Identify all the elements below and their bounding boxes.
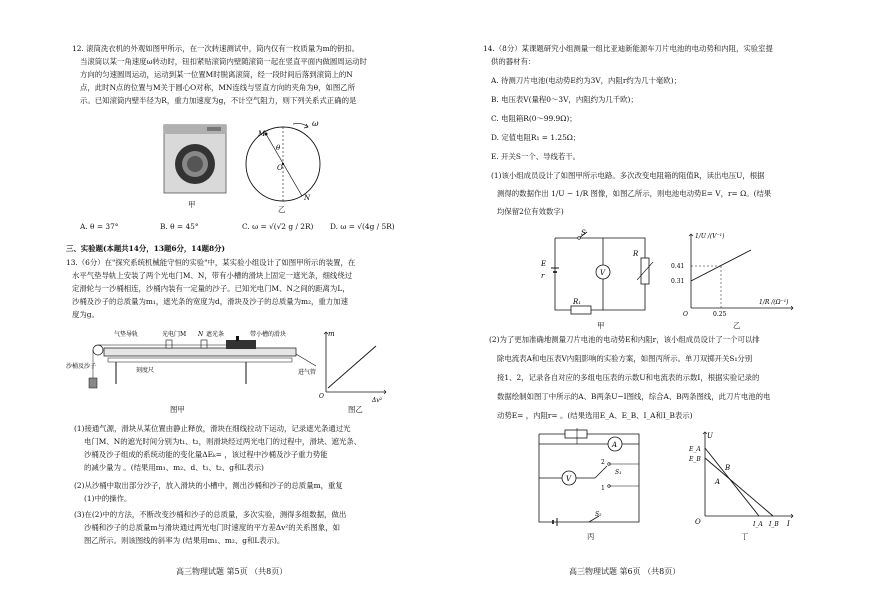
- q14-line-10: 均保留2位有效数字): [497, 207, 564, 216]
- q14-line-6: D. 定值电阻R₁ = 1.25Ω；: [491, 133, 581, 142]
- inverse-u-r-graph: [671, 228, 801, 318]
- q13-line-1: 13.（6分）在"探究系统机械能守恒的实验"中，某实验小组设计了如图甲所示的装置，在: [66, 258, 356, 267]
- circuit-r-label: r: [541, 272, 545, 280]
- fig-jia-label: 甲: [188, 200, 196, 209]
- label-shading: 遮光条: [206, 331, 225, 338]
- q14-line-4: B. 电压表V(量程0～3V，内阻约为几千欧)；: [491, 95, 638, 104]
- label-m: M: [258, 130, 266, 138]
- graph2-ib-label: I_B: [769, 521, 779, 528]
- q12-option-a: A. θ = 37°: [80, 222, 119, 231]
- u-i-graph: [685, 428, 797, 528]
- graph2-o-label: O: [695, 518, 701, 526]
- circuit-e-label: E: [541, 260, 547, 268]
- fig-14-yi-label: 乙: [733, 321, 741, 330]
- fig-13-jia-label: 图甲: [170, 405, 185, 414]
- q13-sub-line-8: 沙桶和沙子的总质量m与滑块通过两光电门时速度的平方差Δv²的关系图象，如: [84, 523, 340, 532]
- q12-line-3: 方向的匀速圆周运动，运动到某一位置M时脱离滚筒，经一段时间后落到滚筒上的N: [80, 70, 353, 79]
- q12-line-2: 当滚筒以某一角速度ω转动时，钮扣紧贴滚筒内壁随滚筒一起在竖直平面内做圆周运动时: [80, 57, 367, 66]
- label-intake: 进气管: [298, 369, 317, 376]
- label-n: N: [304, 194, 311, 202]
- axis-dv2-label: Δv²: [372, 397, 383, 402]
- ammeter-label: A: [612, 441, 618, 449]
- label-slider: 带小槽的滑块: [250, 331, 287, 338]
- q12-option-d: D. ω = √(4g / 5R): [330, 222, 395, 231]
- graph2-eb-label: E_B: [689, 456, 701, 463]
- label-theta: θ: [276, 144, 281, 152]
- graph2-line-b-label: B: [725, 464, 731, 472]
- section-3-heading: 三、实验题(本题共14分，13题6分，14题8分): [66, 244, 225, 253]
- right-footer: 高三物理试题 第6页 （共8页）: [569, 567, 681, 576]
- q12-line-4: 点，此时N点的位置与M关于圆心O对称，MN连线与竖直方向的夹角为θ，如图乙所: [80, 83, 356, 92]
- label-ruler: 刻度尺: [136, 367, 155, 374]
- q13-line-5: 度为g。: [72, 310, 99, 319]
- graph-x-label: 1/R /(Ω⁻¹): [759, 299, 789, 306]
- circuit-bing-diagram: [529, 428, 657, 528]
- fig-yi-label: 乙: [278, 205, 286, 214]
- q14-line-9: 测得的数据作出 1/U − 1/R 图像，如图乙所示，则电池电动势E= V，r= Ω。(结果: [497, 189, 772, 198]
- q12-option-b: B. θ = 45°: [160, 222, 199, 231]
- graph-origin-label: O: [683, 311, 688, 318]
- switch-pos-2: 2: [601, 459, 605, 466]
- q12-line-1: 12. 滚筒洗衣机的外观如图甲所示，在一次转速测试中，筒内仅有一枚质量为m的钥扣。: [72, 44, 360, 53]
- circuit-jia-diagram: [535, 228, 655, 318]
- right-page: [435, 0, 870, 614]
- tick-031: 0.31: [671, 278, 685, 285]
- label-gate: 光电门M: [162, 331, 187, 338]
- q12-option-c: C. ω = √(√2 g / 2R): [242, 222, 314, 231]
- graph2-line-a-label: A: [715, 478, 721, 486]
- left-footer: 高三物理试题 第5页 （共8页）: [176, 567, 288, 576]
- voltmeter-label: V: [566, 475, 572, 483]
- axis-m-label: m: [328, 330, 335, 338]
- q14-part2-line-2: 除电流表A和电压表V内阻影响的实验方案，如图丙所示。单刀双掷开关S₁分别: [497, 354, 753, 363]
- label-o: O: [277, 164, 283, 172]
- graph-y-label: 1/U /(V⁻¹): [695, 233, 725, 240]
- fig-14-jia-label: 甲: [597, 321, 605, 330]
- circuit-r1-label: R₁: [573, 298, 582, 306]
- q14-part2-line-4: 数据绘制如图丁中所示的A、B两条U−I图线，综合A、B两条图线，此刀片电池的电: [497, 392, 771, 401]
- q13-line-3: 定滑轮与一沙桶相连，沙桶内装有一定量的沙子。已知光电门M、N之间的距离为L，: [72, 284, 350, 293]
- tick-025: 0.25: [713, 311, 727, 318]
- q13-sub-line-9: 图乙所示。则该图线的斜率为 (结果用m₁、m₂、g和L表示)。: [84, 536, 285, 545]
- circuit-v-label: V: [600, 269, 606, 277]
- switch-s2-label: S₂: [595, 511, 602, 518]
- q14-line-2: 供的器材有：: [491, 57, 536, 66]
- label-omega: ω: [312, 119, 319, 128]
- switch-pos-1: 1: [601, 485, 605, 492]
- graph2-i-label: I: [787, 520, 790, 528]
- q14-part2-line-1: (2)为了更加准确地测量刀片电池的电动势E和内阻r，该小组成员设计了一个可以排: [489, 335, 760, 344]
- q13-line-2: 水平气垫导轨上安装了两个光电门M、N，带有小槽的滑块上固定一遮光条，细线绕过: [72, 271, 353, 280]
- q14-line-1: 14.（8分）某课题研究小组测量一组比亚迪新能源车刀片电池的电动势和内阻，实验室提: [483, 44, 773, 53]
- fig-ding-label: 丁: [741, 532, 749, 541]
- q14-part2-line-5: 动势E= ，内阻r= 。(结果选用E_A、E_B、I_A和I_B表示): [497, 411, 693, 420]
- m-dv2-graph: [316, 326, 390, 402]
- q14-part2-line-3: 接1、2，记录各自对应的多组电压表的示数U和电流表的示数I，根据实验记录的: [497, 373, 760, 382]
- fig-13-yi-label: 图乙: [348, 405, 363, 414]
- q13-sub-line-6: (1)中的操作。: [84, 494, 132, 503]
- q13-sub-line-4: 的减少量为 。(结果用m₁、m₂、d、t₁、t₂、g和L表示): [84, 463, 264, 472]
- drum-circle-diagram: [238, 118, 328, 204]
- graph2-ia-label: I_A: [753, 521, 763, 528]
- axis-origin-label: O: [319, 393, 324, 400]
- label-gate-n: N: [198, 331, 204, 338]
- graph2-u-label: U: [707, 432, 713, 440]
- q14-line-8: (1)该小组成员设计了如图甲所示电路。多次改变电阻箱的阻值R，读出电压U，根据: [491, 171, 765, 180]
- label-bucket: 沙桶及沙子: [66, 363, 97, 370]
- q14-line-7: E. 开关S一个、导线若干。: [491, 152, 581, 161]
- q12-line-5: 示。已知滚筒内壁半径为R，重力加速度为g，不计空气阻力，则下列关系式正确的是: [80, 96, 357, 105]
- tick-041: 0.41: [671, 263, 685, 270]
- q13-sub-line-2: 电门M、N的遮光时间分别为t₁、t₂，则滑块经过两光电门的过程中，滑块、遮光条、: [84, 437, 362, 446]
- q13-sub-line-5: (2)从沙桶中取出部分沙子，放入滑块的小槽中，测出沙桶和沙子的总质量m，重复: [74, 481, 343, 490]
- fig-bing-label: 丙: [587, 532, 595, 541]
- q13-sub-line-1: (1)接通气源，滑块从某位置由静止释放，滑块在细线拉动下运动，记录遮光条通过光: [74, 424, 351, 433]
- air-track-diagram: [66, 326, 326, 402]
- label-air-rail: 气垫导轨: [114, 331, 139, 338]
- switch-s1-label: S₁: [615, 469, 622, 476]
- q13-sub-line-7: (3)在(2)中的方法，不断改变沙桶和沙子的总质量，多次实验，测得多组数据，做出: [74, 510, 347, 519]
- washing-machine-image: [163, 124, 227, 194]
- q14-line-5: C. 电阻箱R(0～99.9Ω)；: [491, 114, 577, 123]
- q13-sub-line-3: 沙桶及沙子组成的系统动能的变化量ΔEₖ= ，该过程中沙桶及沙子重力势能: [84, 450, 328, 459]
- q13-line-4: 沙桶及沙子的总质量为m₁，遮光条的宽度为d，滑块及沙子的总质量为m₂，重力加速: [72, 297, 348, 306]
- circuit-r-box-label: R: [633, 250, 639, 258]
- q14-line-3: A. 待测刀片电池(电动势E约为3V，内阻r约为几十毫欧)；: [491, 76, 681, 85]
- graph2-ea-label: E_A: [689, 446, 701, 453]
- circuit-s-label: S: [581, 229, 586, 237]
